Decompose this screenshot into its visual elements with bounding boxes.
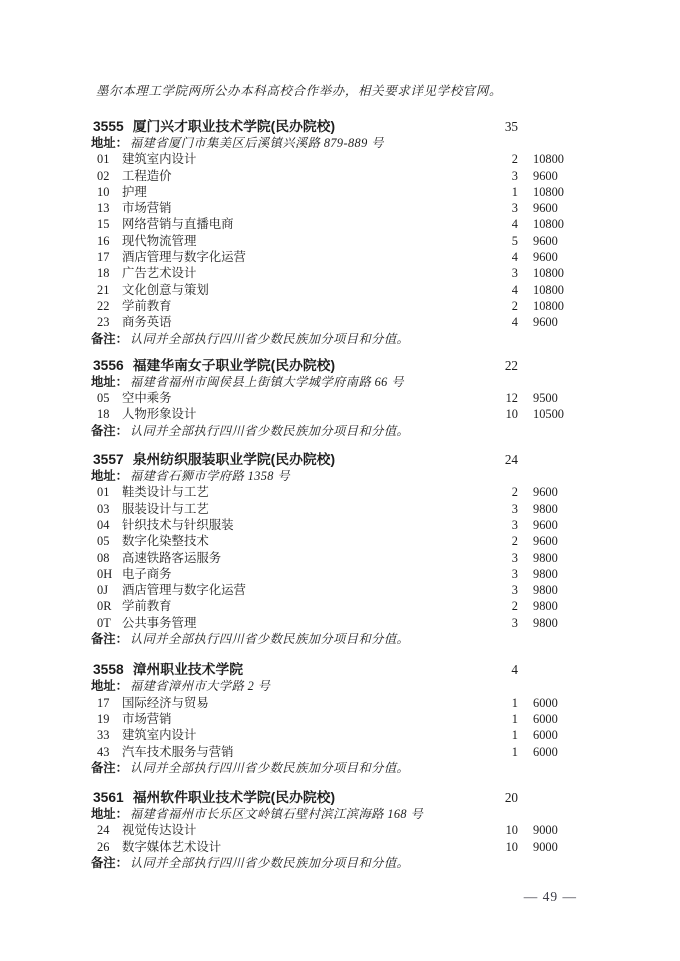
college-name: 漳州职业技术学院 [132, 662, 244, 678]
course-code: 43 [97, 744, 110, 759]
course-row [91, 200, 596, 216]
course-tuition: 9600 [533, 534, 558, 549]
course-row [91, 566, 596, 582]
course-code: 01 [97, 152, 110, 167]
course-row [91, 501, 596, 517]
course-quota: 1 [511, 711, 518, 726]
intro-note: 墨尔本理工学院两所公办本科高校合作举办，相关要求详见学校官网。 [96, 84, 503, 98]
college-header [91, 789, 596, 806]
course-name: 文化创意与策划 [122, 282, 209, 297]
course-name: 汽车技术服务与营销 [122, 744, 234, 759]
course-row [91, 314, 596, 330]
college-code: 3558 [93, 662, 124, 678]
course-label [91, 184, 478, 200]
course-label [91, 406, 478, 422]
course-tuition: 9600 [533, 201, 558, 216]
course-quota: 1 [511, 695, 518, 710]
address-line [91, 135, 596, 151]
course-row [91, 582, 596, 598]
course-tuition: 6000 [533, 728, 558, 743]
college-total: 4 [511, 662, 518, 678]
course-tuition: 10800 [533, 282, 564, 297]
course-tuition: 9800 [533, 566, 558, 581]
remark-line [91, 760, 596, 776]
remark-label: 备注： [91, 855, 128, 870]
course-code: 26 [97, 839, 110, 854]
address-text: 福建省漳州市大学路 2 号 [129, 679, 271, 694]
course-tuition: 9500 [533, 391, 558, 406]
course-quota: 3 [511, 550, 518, 565]
course-code: 33 [97, 728, 110, 743]
course-quota: 2 [511, 534, 518, 549]
course-code: 03 [97, 501, 110, 516]
course-row [91, 282, 596, 298]
course-name: 鞋类设计与工艺 [122, 485, 209, 500]
college-section-3556 [91, 357, 596, 439]
course-name: 酒店管理与数字化运营 [122, 583, 246, 598]
course-label [91, 582, 478, 598]
course-quota: 3 [511, 566, 518, 581]
college-section-3555 [91, 118, 596, 347]
course-label [91, 168, 478, 184]
address-text: 福建省厦门市集美区后溪镇兴溪路 879-889 号 [129, 136, 384, 150]
course-quota: 3 [511, 517, 518, 532]
course-code: 18 [97, 407, 110, 422]
college-section-3561 [91, 789, 596, 871]
remark-label: 备注： [91, 331, 128, 346]
course-name: 国际经济与贸易 [122, 695, 209, 710]
course-code: 15 [97, 217, 110, 232]
address-text: 福建省石狮市学府路 1358 号 [129, 469, 291, 484]
course-quota: 2 [511, 599, 518, 614]
college-title [93, 789, 478, 806]
course-row [91, 839, 596, 855]
course-row [91, 298, 596, 314]
college-title [93, 357, 478, 374]
course-code: 23 [97, 315, 110, 330]
course-name: 商务英语 [122, 315, 172, 330]
address-label: 地址： [91, 136, 128, 150]
course-quota: 10 [505, 823, 518, 838]
course-label [91, 501, 478, 517]
course-label [91, 695, 478, 711]
course-row [91, 744, 596, 760]
course-row [91, 822, 596, 838]
college-header [91, 118, 596, 135]
college-total: 20 [504, 790, 518, 806]
course-name: 数字化染整技术 [122, 534, 209, 549]
course-code: 04 [97, 517, 110, 532]
course-label [91, 550, 478, 566]
remark-text: 认同并全部执行四川省少数民族加分项目和分值。 [129, 632, 410, 647]
course-label [91, 216, 478, 232]
course-code: 16 [97, 233, 110, 248]
course-row [91, 615, 596, 631]
college-code: 3557 [93, 452, 124, 468]
course-code: 21 [97, 282, 110, 297]
course-tuition: 9800 [533, 599, 558, 614]
college-title [93, 118, 478, 135]
course-label [91, 839, 478, 855]
college-section-3557 [91, 451, 596, 647]
course-label [91, 711, 478, 727]
course-quota: 4 [511, 217, 518, 232]
course-row [91, 533, 596, 549]
remark-text: 认同并全部执行四川省少数民族加分项目和分值。 [129, 331, 410, 346]
address-line [91, 678, 596, 694]
course-label [91, 265, 478, 281]
course-quota: 2 [511, 152, 518, 167]
course-row [91, 233, 596, 249]
course-tuition: 6000 [533, 695, 558, 710]
course-tuition: 9600 [533, 250, 558, 265]
course-name: 学前教育 [122, 298, 172, 313]
course-code: 01 [97, 485, 110, 500]
course-name: 空中乘务 [122, 391, 172, 406]
course-tuition: 9000 [533, 823, 558, 838]
course-label [91, 598, 478, 614]
remark-text: 认同并全部执行四川省少数民族加分项目和分值。 [129, 760, 410, 775]
course-name: 高速铁路客运服务 [122, 550, 222, 565]
course-row [91, 249, 596, 265]
course-label [91, 727, 478, 743]
course-tuition: 9800 [533, 615, 558, 630]
course-name: 电子商务 [122, 566, 172, 581]
course-name: 护理 [122, 184, 147, 199]
course-name: 酒店管理与数字化运营 [122, 250, 246, 265]
course-name: 市场营销 [122, 711, 172, 726]
course-quota: 10 [505, 407, 518, 422]
course-label [91, 151, 478, 167]
course-quota: 1 [511, 744, 518, 759]
course-tuition: 9600 [533, 233, 558, 248]
course-row [91, 550, 596, 566]
course-code: 19 [97, 711, 110, 726]
college-name: 泉州纺织服装职业学院(民办院校) [132, 452, 336, 468]
address-text: 福建省福州市长乐区文岭镇石壁村滨江滨海路 168 号 [129, 807, 424, 822]
course-code: 10 [97, 184, 110, 199]
course-code: 0T [97, 615, 111, 630]
address-label: 地址： [91, 374, 128, 389]
course-row [91, 390, 596, 406]
course-name: 视觉传达设计 [122, 823, 197, 838]
course-code: 17 [97, 695, 110, 710]
course-tuition: 9800 [533, 550, 558, 565]
course-name: 广告艺术设计 [122, 266, 197, 281]
course-label [91, 484, 478, 500]
course-row [91, 695, 596, 711]
course-quota: 1 [511, 728, 518, 743]
course-tuition: 6000 [533, 744, 558, 759]
course-quota: 3 [511, 201, 518, 216]
course-row [91, 517, 596, 533]
remark-line [91, 331, 596, 347]
course-code: 17 [97, 250, 110, 265]
course-label [91, 314, 478, 330]
college-header [91, 661, 596, 678]
college-total: 35 [504, 119, 518, 134]
course-name: 现代物流管理 [122, 233, 197, 248]
college-name: 厦门兴才职业技术学院(民办院校) [132, 119, 336, 134]
remark-line [91, 423, 596, 439]
course-code: 02 [97, 168, 110, 183]
course-label [91, 744, 478, 760]
college-code: 3556 [93, 357, 124, 373]
address-label: 地址： [91, 807, 128, 822]
page-number: — 49 — [523, 889, 577, 904]
course-row [91, 216, 596, 232]
remark-line [91, 855, 596, 871]
course-label [91, 533, 478, 549]
course-name: 公共事务管理 [122, 615, 197, 630]
remark-text: 认同并全部执行四川省少数民族加分项目和分值。 [129, 423, 410, 438]
course-quota: 3 [511, 266, 518, 281]
course-quota: 12 [505, 391, 518, 406]
remark-text: 认同并全部执行四川省少数民族加分项目和分值。 [129, 855, 410, 870]
course-quota: 2 [511, 298, 518, 313]
course-label [91, 822, 478, 838]
course-quota: 5 [511, 233, 518, 248]
course-tuition: 10800 [533, 217, 564, 232]
course-tuition: 10800 [533, 184, 564, 199]
course-row [91, 265, 596, 281]
course-code: 08 [97, 550, 110, 565]
address-line [91, 806, 596, 822]
course-quota: 2 [511, 485, 518, 500]
course-code: 0R [97, 599, 112, 614]
remark-line [91, 631, 596, 647]
course-code: 05 [97, 391, 110, 406]
course-label [91, 566, 478, 582]
course-name: 市场营销 [122, 201, 172, 216]
course-tuition: 10800 [533, 298, 564, 313]
course-quota: 3 [511, 583, 518, 598]
remark-label: 备注： [91, 760, 128, 775]
course-quota: 4 [511, 315, 518, 330]
course-tuition: 9600 [533, 168, 558, 183]
course-name: 学前教育 [122, 599, 172, 614]
college-title [93, 661, 478, 678]
college-code: 3561 [93, 790, 124, 806]
course-quota: 3 [511, 615, 518, 630]
course-row [91, 484, 596, 500]
course-name: 针织技术与针织服装 [122, 517, 234, 532]
college-code: 3555 [93, 119, 124, 134]
course-row [91, 406, 596, 422]
course-row [91, 151, 596, 167]
college-title [93, 451, 478, 468]
course-name: 建筑室内设计 [122, 728, 197, 743]
address-line [91, 468, 596, 484]
course-label [91, 390, 478, 406]
course-code: 18 [97, 266, 110, 281]
address-label: 地址： [91, 469, 128, 484]
course-name: 数字媒体艺术设计 [122, 839, 222, 854]
course-row [91, 711, 596, 727]
course-code: 0J [97, 583, 109, 598]
course-code: 05 [97, 534, 110, 549]
course-tuition: 10800 [533, 266, 564, 281]
address-text: 福建省福州市闽侯县上街镇大学城学府南路 66 号 [129, 374, 404, 389]
course-label [91, 200, 478, 216]
remark-label: 备注： [91, 632, 128, 647]
course-quota: 4 [511, 282, 518, 297]
college-section-3558 [91, 661, 596, 776]
remark-label: 备注： [91, 423, 128, 438]
course-label [91, 249, 478, 265]
course-name: 工程造价 [122, 168, 172, 183]
course-tuition: 9800 [533, 501, 558, 516]
course-row [91, 598, 596, 614]
course-name: 建筑室内设计 [122, 152, 197, 167]
course-code: 22 [97, 298, 110, 313]
course-tuition: 9600 [533, 315, 558, 330]
course-label [91, 517, 478, 533]
course-tuition: 9600 [533, 517, 558, 532]
course-quota: 1 [511, 184, 518, 199]
course-quota: 3 [511, 168, 518, 183]
course-tuition: 6000 [533, 711, 558, 726]
course-name: 服装设计与工艺 [122, 501, 209, 516]
course-quota: 4 [511, 250, 518, 265]
course-label [91, 615, 478, 631]
college-total: 24 [504, 452, 518, 468]
course-row [91, 168, 596, 184]
college-header [91, 357, 596, 374]
college-header [91, 451, 596, 468]
course-tuition: 9600 [533, 485, 558, 500]
address-label: 地址： [91, 679, 128, 694]
course-name: 网络营销与直播电商 [122, 217, 234, 232]
college-name: 福州软件职业技术学院(民办院校) [132, 790, 336, 806]
course-label [91, 282, 478, 298]
course-label [91, 233, 478, 249]
course-tuition: 10800 [533, 152, 564, 167]
course-row [91, 184, 596, 200]
course-code: 24 [97, 823, 110, 838]
college-name: 福建华南女子职业学院(民办院校) [132, 357, 336, 373]
course-tuition: 10500 [533, 407, 564, 422]
course-tuition: 9800 [533, 583, 558, 598]
course-quota: 10 [505, 839, 518, 854]
college-total: 22 [504, 357, 518, 373]
course-tuition: 9000 [533, 839, 558, 854]
course-quota: 3 [511, 501, 518, 516]
course-code: 13 [97, 201, 110, 216]
course-row [91, 727, 596, 743]
course-label [91, 298, 478, 314]
address-line [91, 374, 596, 390]
course-name: 人物形象设计 [122, 407, 197, 422]
course-code: 0H [97, 566, 113, 581]
